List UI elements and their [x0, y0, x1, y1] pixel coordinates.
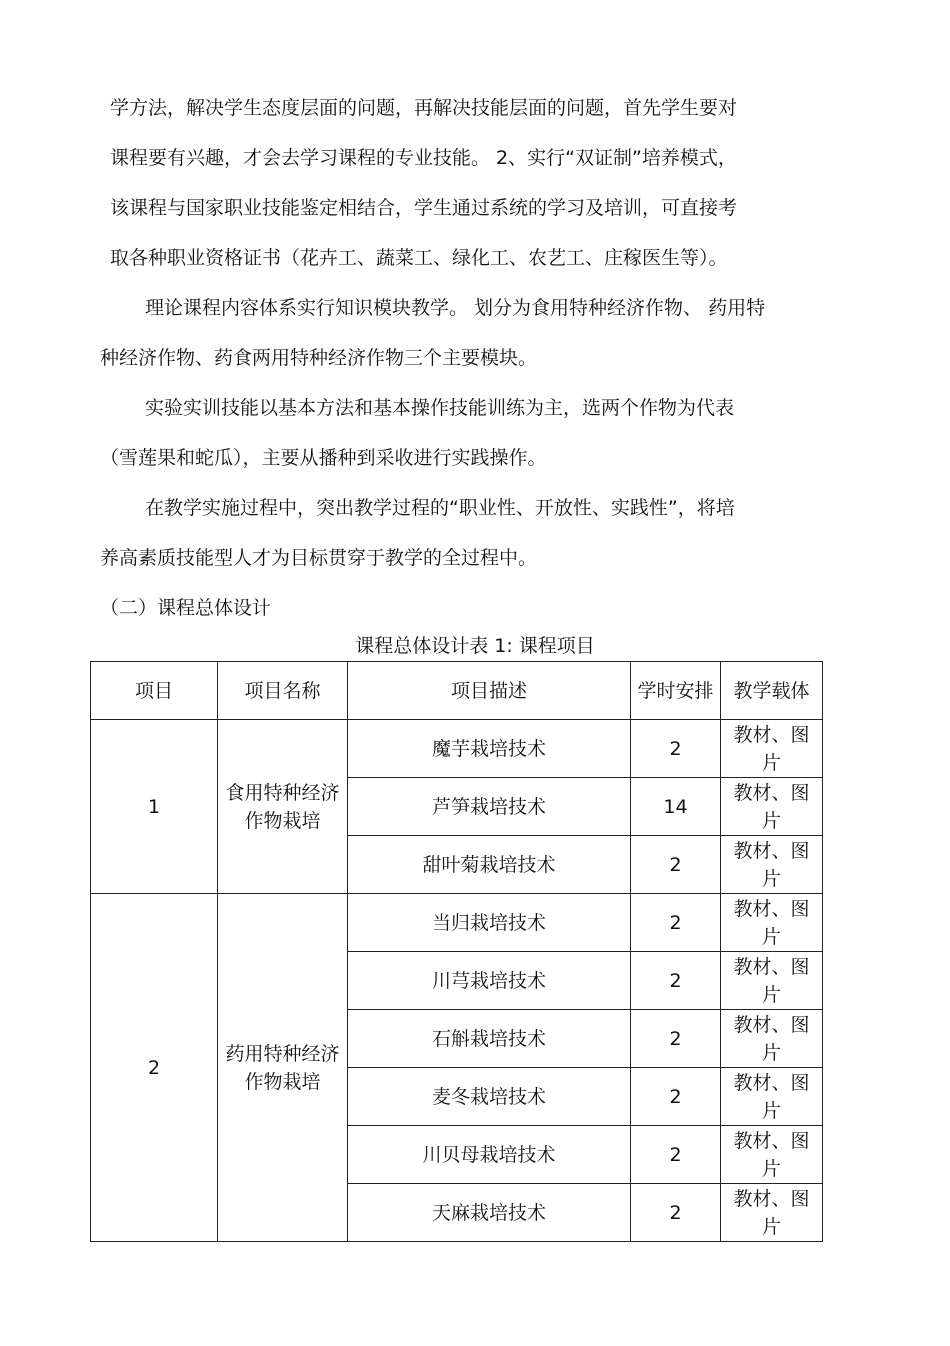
- table-caption: 课程总体设计表 1: 课程项目: [355, 635, 595, 657]
- paragraph-line: 该课程与国家职业技能鉴定相结合，学生通过系统的学习及培训，可直接考: [110, 197, 738, 219]
- project-carrier: 教材、图片: [721, 1010, 823, 1068]
- table-row: [91, 720, 823, 778]
- project-carrier: 教材、图片: [721, 1184, 823, 1242]
- project-hours: 2: [631, 894, 721, 952]
- project-carrier: 教材、图片: [721, 1068, 823, 1126]
- project-desc: 甜叶菊栽培技术: [348, 836, 631, 894]
- paragraph-line: 种经济作物、药食两用特种经济作物三个主要模块。: [100, 347, 538, 369]
- project-hours: 2: [631, 1010, 721, 1068]
- paragraph-line: 取各种职业资格证书（花卉工、蔬菜工、绿化工、农艺工、庄稼医生等）。: [110, 247, 728, 269]
- section-heading: （二）课程总体设计: [100, 597, 272, 619]
- course-design-table: [90, 661, 823, 1242]
- project-carrier: 教材、图片: [721, 836, 823, 894]
- project-carrier: 教材、图片: [721, 720, 823, 778]
- project-desc: 当归栽培技术: [348, 894, 631, 952]
- project-carrier: 教材、图片: [721, 952, 823, 1010]
- paragraph-line: 在教学实施过程中，突出教学过程的“职业性、开放性、实践性”，将培: [145, 497, 735, 519]
- paragraph-line: 养高素质技能型人才为目标贯穿于教学的全过程中。: [100, 547, 538, 569]
- project-desc: 魔芋栽培技术: [348, 720, 631, 778]
- paragraph-line: 实验实训技能以基本方法和基本操作技能训练为主，选两个作物为代表: [145, 397, 735, 419]
- paragraph-line: 课程要有兴趣，才会去学习课程的专业技能。 2、实行“双证制”培养模式，: [110, 147, 737, 169]
- project-hours: 2: [631, 836, 721, 894]
- project-hours: 14: [631, 778, 721, 836]
- project-name: 药用特种经济作物栽培: [218, 894, 348, 1242]
- project-hours: 2: [631, 1068, 721, 1126]
- header-project-name: 项目名称: [218, 662, 348, 720]
- project-hours: 2: [631, 952, 721, 1010]
- project-carrier: 教材、图片: [721, 1126, 823, 1184]
- header-project-desc: 项目描述: [348, 662, 631, 720]
- project-hours: 2: [631, 1184, 721, 1242]
- header-carrier: 教学载体: [721, 662, 823, 720]
- paragraph-line: 理论课程内容体系实行知识模块教学。 划分为食用特种经济作物、 药用特: [145, 297, 766, 319]
- paragraph-line: （雪莲果和蛇瓜），主要从播种到采收进行实践操作。: [100, 447, 547, 469]
- project-desc: 芦笋栽培技术: [348, 778, 631, 836]
- project-desc: 石斛栽培技术: [348, 1010, 631, 1068]
- project-carrier: 教材、图片: [721, 778, 823, 836]
- table-row: [91, 894, 823, 952]
- project-desc: 麦冬栽培技术: [348, 1068, 631, 1126]
- project-carrier: 教材、图片: [721, 894, 823, 952]
- header-hours: 学时安排: [631, 662, 721, 720]
- project-number: 1: [91, 720, 218, 894]
- project-hours: 2: [631, 720, 721, 778]
- project-desc: 川贝母栽培技术: [348, 1126, 631, 1184]
- paragraph-line: 学方法，解决学生态度层面的问题，再解决技能层面的问题，首先学生要对: [110, 97, 738, 119]
- project-desc: 川芎栽培技术: [348, 952, 631, 1010]
- project-hours: 2: [631, 1126, 721, 1184]
- project-number: 2: [91, 894, 218, 1242]
- project-name: 食用特种经济作物栽培: [218, 720, 348, 894]
- header-project: 项目: [91, 662, 218, 720]
- project-desc: 天麻栽培技术: [348, 1184, 631, 1242]
- table-header-row: [91, 662, 823, 720]
